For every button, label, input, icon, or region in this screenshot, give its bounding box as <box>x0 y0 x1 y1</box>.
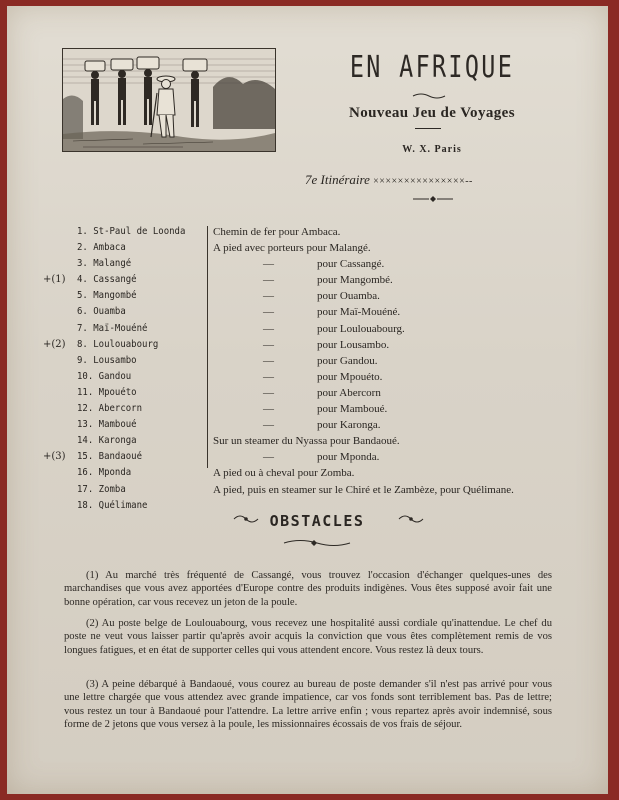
stop-name: 14. Karonga <box>77 435 137 447</box>
route-row <box>37 433 577 449</box>
travel-destination: pour Mamboué. <box>317 403 388 416</box>
route-row <box>37 224 577 240</box>
ditto-mark: — <box>263 290 274 303</box>
stop-name: 3. Malangé <box>77 258 132 270</box>
travel-description: Sur un steamer du Nyassa pour Bandaoué. <box>213 435 400 448</box>
ditto-mark: — <box>263 322 274 335</box>
stop-name: 11. Mpouéto <box>77 386 137 398</box>
obstacle-paragraph-2: (2) Au poste belge de Loulouabourg, vous recevez une hospitalité aussi cordiale qu'inattendue. Le chef du poste ne veut vous laisser partir qu'après avoir acquis la conviction que vous êtes complètement remis de vos longues fatigues, et en état de supporter celles qui vous attendent encore. Vous restez là deux tours. <box>64 618 552 656</box>
travel-destination: pour Karonga. <box>317 419 381 432</box>
route-row <box>37 417 577 433</box>
travel-destination: pour Ouamba. <box>317 290 380 303</box>
travel-destination: pour Abercorn <box>317 386 381 399</box>
stop-name: 8. Loulouabourg <box>77 338 159 350</box>
travel-description: A pied ou à cheval pour Zomba. <box>213 467 355 480</box>
porters-engraving <box>62 48 276 152</box>
stop-name: 5. Mangombé <box>77 290 137 302</box>
route-row <box>37 465 577 481</box>
stop-name: 6. Ouamba <box>77 306 126 318</box>
game-title: EN AFRIQUE <box>349 50 515 85</box>
ditto-mark: — <box>263 274 274 287</box>
travel-destination: pour Lousambo. <box>317 338 390 351</box>
title-ornament <box>411 92 447 100</box>
ditto-mark: — <box>263 306 274 319</box>
ditto-mark: — <box>263 370 274 383</box>
route-row <box>37 256 577 272</box>
travel-destination: pour Loulouabourg. <box>317 322 405 335</box>
stop-name: 9. Lousambo <box>77 354 137 366</box>
travel-description: Chemin de fer pour Ambaca. <box>213 226 341 238</box>
itinerary-marks: ×××××××××××××××-- <box>373 176 473 187</box>
ditto-mark: — <box>263 419 274 432</box>
stop-name: 1. St-Paul de Loonda <box>77 226 186 237</box>
ditto-mark: — <box>263 354 274 367</box>
ditto-mark: — <box>263 451 274 464</box>
stop-name: 10. Gandou <box>77 370 132 382</box>
publisher-line: W. X. Paris <box>402 144 462 155</box>
itinerary-line <box>305 172 575 188</box>
obstacle-marker: +(1) <box>43 274 66 286</box>
travel-destination: pour Mangombé. <box>317 274 393 287</box>
route-table <box>37 224 577 514</box>
obstacles-title: OBSTACLES <box>269 512 365 530</box>
game-card <box>7 6 608 794</box>
stop-name: 7. Maï-Mouéné <box>77 322 148 334</box>
route-row <box>37 272 577 288</box>
route-row <box>37 321 577 337</box>
travel-destination: pour Gandou. <box>317 354 378 367</box>
stop-name: 12. Abercorn <box>77 403 143 415</box>
travel-destination: pour Mpouéto. <box>317 370 383 383</box>
obstacles-rule-ornament <box>282 538 352 548</box>
obstacle-marker: +(3) <box>43 451 66 463</box>
travel-description: A pied, puis en steamer sur le Chiré et le Zambèze, pour Quélimane. <box>213 483 514 496</box>
itinerary-label: 7e Itinéraire <box>305 172 370 187</box>
route-row <box>37 288 577 304</box>
ditto-mark: — <box>263 258 274 271</box>
stop-name: 15. Bandaoué <box>77 451 143 463</box>
stop-name: 16. Mponda <box>77 467 132 479</box>
obstacles-ornament-right <box>397 512 427 526</box>
travel-destination: pour Maï-Mouéné. <box>317 306 401 319</box>
stop-name: 17. Zomba <box>77 483 126 495</box>
stop-name: 2. Ambaca <box>77 242 126 254</box>
subtitle-rule <box>415 128 441 129</box>
stop-name: 4. Cassangé <box>77 274 137 286</box>
route-row <box>37 304 577 320</box>
travel-description: A pied avec porteurs pour Malangé. <box>213 242 371 255</box>
obstacle-marker: +(2) <box>43 338 66 350</box>
stop-name: 18. Quélimane <box>77 499 148 511</box>
route-row <box>37 369 577 385</box>
route-row <box>37 449 577 465</box>
route-row <box>37 240 577 256</box>
ditto-mark: — <box>263 386 274 399</box>
route-row <box>37 401 577 417</box>
itinerary-ornament <box>411 195 455 203</box>
route-row <box>37 385 577 401</box>
travel-destination: pour Cassangé. <box>317 258 385 271</box>
ditto-mark: — <box>263 403 274 416</box>
obstacle-paragraph-3: (3) A peine débarqué à Bandaoué, vous courez au bureau de poste demander s'il n'est pas arrivé pour vous une lettre chargée que vous attendez avec grande impatience, car vos fonds sont terriblement bas. Pas de lettre; vous restez un tour à Bandaoué pour l'attendre. La lettre arrive enfin ; vous repartez après avoir indemnisé, sous forme de 2 jetons que vous versez à la poule, les missionnaires écossais de vos frais de séjour. <box>64 679 552 731</box>
travel-destination: pour Mponda. <box>317 451 380 464</box>
stop-name: 13. Mamboué <box>77 419 137 431</box>
ditto-mark: — <box>263 338 274 351</box>
obstacle-paragraph-1: (1) Au marché très fréquenté de Cassangé, vous trouvez l'occasion d'échanger quelques-unes des marchandises que vous avez apportées d'Europe contre des produits indigènes. Vous êtes supposé avoir fait une bonne opération, car vous recevez un jeton de la poule. <box>64 570 552 608</box>
game-subtitle: Nouveau Jeu de Voyages <box>349 105 515 121</box>
route-row <box>37 337 577 353</box>
route-row <box>37 353 577 369</box>
route-row <box>37 482 577 498</box>
